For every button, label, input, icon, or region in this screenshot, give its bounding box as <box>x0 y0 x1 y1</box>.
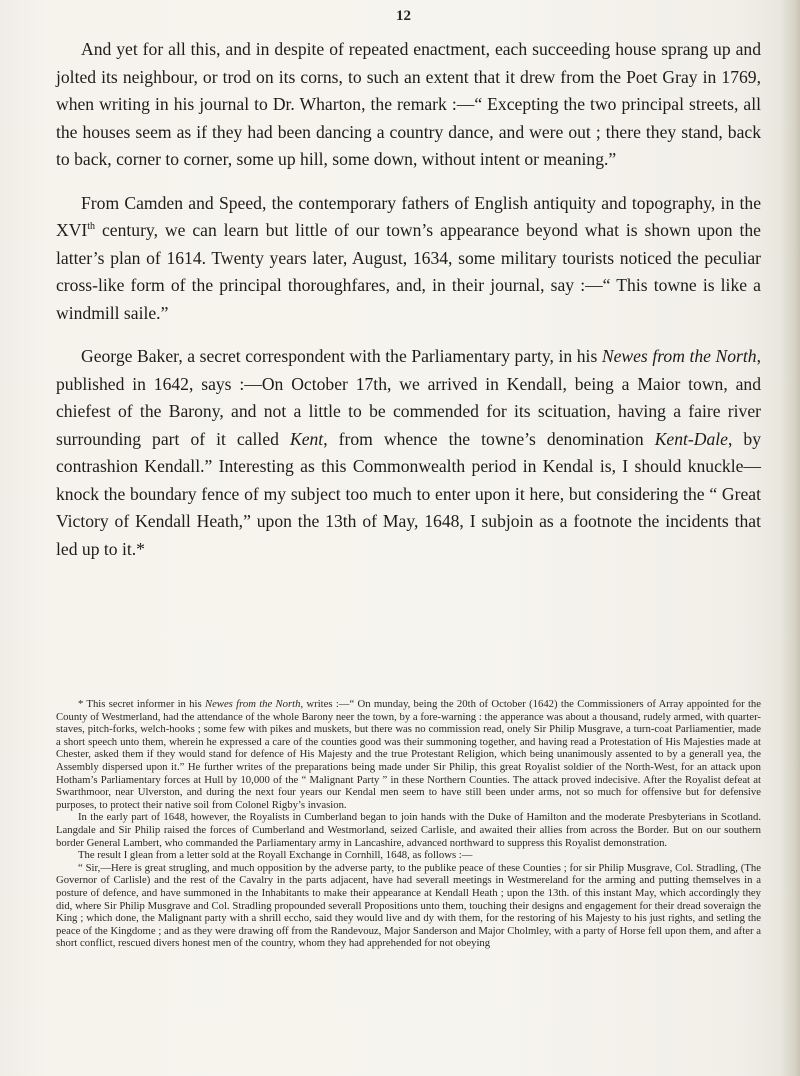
footnote-1 <box>56 698 761 811</box>
paragraph-3-text-d: , by contrashion Kendall.” Interesting as this Commonwealth period in Kendal is, I should knuckle—knock the boundary fence of my subject too much to enter upon it here, but considering the “ Great Victory of Kendall Heath,” upon the 13th of May, 1648, I subjoin as a footnote the incidents that led up to it.* <box>56 428 762 559</box>
place-name-kent: Kent <box>289 428 324 449</box>
paragraph-3-text-b: , published in 1642, says :—On October 17th, we arrived in Kendall, being a Maior town, and chiefest of the Barony, and not a little to be commended for its scituation, having a faire river surrounding part of it called <box>56 346 761 449</box>
paragraph-2-text-b: century, we can learn but little of our town’s appearance beyond what is shown upon the latter’s plan of 1614. Twenty years later, August, 1634, some military tourists noticed the peculiar cross-like form of the principal thoroughfares, and, in their journal, say :—“ This towne is like a windmill saile.” <box>56 220 761 323</box>
main-text <box>56 36 761 563</box>
book-title-newes: Newes from the North <box>601 346 757 366</box>
page-number: 12 <box>396 8 411 24</box>
place-name-kent-dale: Kent-Dale <box>654 428 728 449</box>
footnote-2: In the early part of 1648, however, the Royalists in Cumberland began to join hands with the Duke of Hamilton and the moderate Presbyterians in Scotland. Langdale and Sir Philip raised the forces of Cumberland and Westmorland, seized Carlisle, and awaited their allies from across the Border. But on our southern border General Lambert, who commanded the Parliamentary army in Lancashire, advanced northward to suppress this Royalist demonstration. <box>56 811 761 849</box>
paragraph-3 <box>56 343 761 563</box>
footnote-book-title: Newes from the North <box>204 698 301 710</box>
paragraph-2-text-a: From Camden and Speed, the contemporary fathers of English antiquity and topography, in the XVI <box>56 192 761 240</box>
paragraph-3-text-c: , from whence the towne’s denomination <box>323 428 655 449</box>
paragraph-2 <box>56 190 761 328</box>
footnote-3: The result I glean from a letter sold at the Royall Exchange in Cornhill, 1648, as follows :— <box>78 849 473 862</box>
page-edge-shadow <box>780 0 800 1076</box>
footnote-1-text-a: * This secret informer in his <box>78 698 205 710</box>
paragraph-3-text-a: George Baker, a secret correspondent with the Parliamentary party, in his <box>81 346 602 366</box>
ordinal-superscript: th <box>87 221 96 233</box>
footnote-4: “ Sir,—Here is great strugling, and much opposition by the adverse party, to the publike peace of these Counties ; for sir Philip Musgrave, Col. Stradling, (The Governor of Carlisle) and the rest of the Cavalry in the parts adjacent, have had severall meetings in Westmereland for the arming and putting themselves in a posture of defence, and have summoned in the Inhabitants to make their appearance at Kendall Heath ; upon the 13th. of this instant May, which accordingly they did, where Sir Philip Musgrave and Col. Stradling propounded severall Propositions unto them, touching their designs and engagement for their dread soveraign the King ; which done, the Malignant party with a shrill eccho, said they would live and dy with them, for the restoring of his Majesty to his just rights, and setling the peace of the Kingdome ; and as they were drawing off from the Randevouz, Major Sanderson and Major Cholmley, with a party of Horse fell upon them, and after a short conflict, rescued divers honest men of the country, whom they had apprehended for not obeying <box>56 861 761 950</box>
paragraph-1: And yet for all this, and in despite of repeated enactment, each succeeding house sprang up and jolted its neighbour, or trod on its corns, to such an extent that it drew from the Poet Gray in 1769, when writing in his journal to Dr. Wharton, the remark :—“ Excepting the two principal streets, all the houses seem as if they had been dancing a country dance, and were out ; there they stand, back to back, corner to corner, some up hill, some down, without intent or meaning.” <box>56 39 761 169</box>
footnotes <box>56 698 761 950</box>
footnote-1-text-b: , writes :—“ On munday, being the 20th of October (1642) the Commissioners of Array appointed for the County of Westmerland, had the attendance of the whole Barony neer the town, by a fore-warning : the apperance was about a thousand, rudely armed, with quarter-staves, pitch-forks, welch-hooks ; some few with pikes and muskets, but there was no commission read, onely Sir Philip Musgrave, a turn-coat Parliamentier, made a short speech unto them, wherein he expressed a care of the counties good was their summoning together, and having read a Protestation of His Majesties made at Chester, asked them if they would stand for defence of His Majesty and the true Protestant Religion, which being unanimously assented to by a generall yea, the Assembly dispersed upon it.” He further writes of the preparations being made under Sir Philip, this great Royalist soldier of the North-West, for an attack upon Hotham’s Parliamentary forces at Hull by 10,000 of the “ Malignant Party ” in these Northern Counties. The attack proved indecisive. After the Royalist defeat at Swarthmoor, near Ulverston, and during the next four years our Kendal men seem to have still been under arms, not so much for offensive but for defensive purposes, to protect their native soil from Colonel Rigby’s invasion. <box>56 698 761 811</box>
